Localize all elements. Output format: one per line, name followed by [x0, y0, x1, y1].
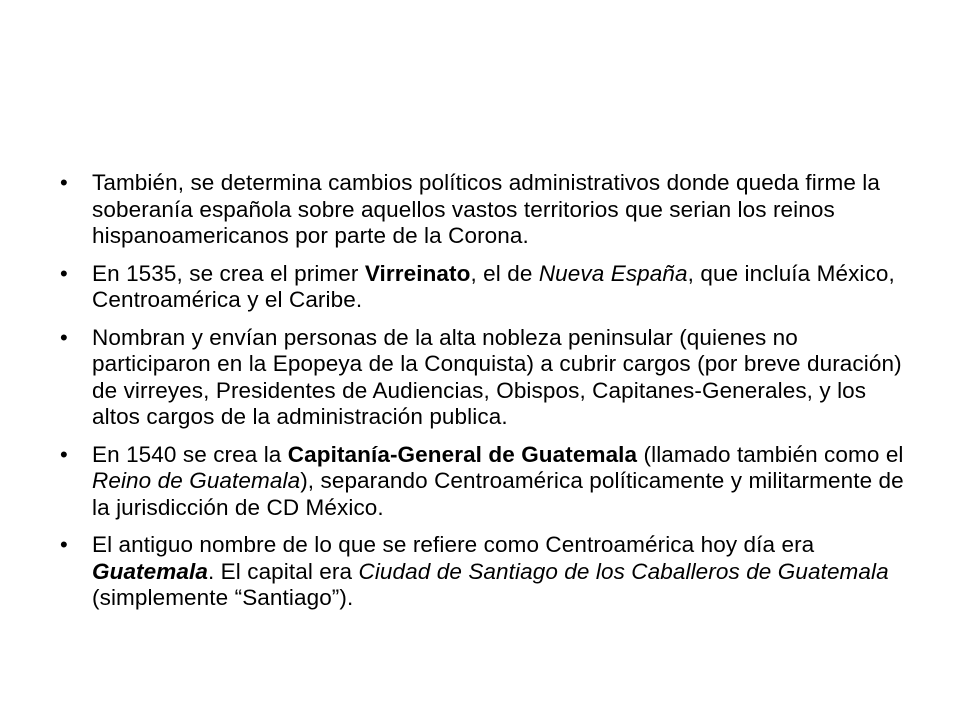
text-run: , el de — [470, 260, 539, 286]
bullet-text — [92, 325, 902, 430]
bullet-list — [60, 170, 920, 623]
bold-term: Virreinato — [364, 260, 471, 286]
bullet-item — [60, 442, 920, 522]
text-run: ), separando Centroamérica políticamente y militarmente de la jurisdicción de CD México. — [92, 468, 904, 520]
bullet-item — [60, 325, 920, 431]
bold-term: Capitanía-General de Guatemala — [287, 441, 638, 467]
text-run: En 1535, se crea el primer — [92, 260, 365, 286]
bullet-item — [60, 532, 920, 612]
text-run: También, se determina cambios políticos administrativos donde queda firme la soberanía española sobre aquellos vastos territorios que serian los reinos hispanoamericanos por parte de la Corona. — [92, 170, 880, 248]
bullet-text — [92, 261, 895, 313]
bullet-icon: • — [60, 170, 68, 195]
bullet-item — [60, 261, 920, 314]
bullet-icon: • — [60, 441, 68, 467]
bold-italic-term: Guatemala — [92, 558, 208, 584]
bullet-text — [92, 532, 889, 610]
bullet-icon: • — [60, 532, 68, 557]
text-run: . El capital era — [207, 558, 359, 584]
bullet-item — [60, 170, 920, 250]
text-run: , que incluía México, Centroamérica y el Caribe. — [92, 260, 895, 312]
text-run: (llamado también como el — [637, 441, 904, 467]
bullet-icon: • — [60, 260, 68, 286]
text-run: El antiguo nombre de lo que se refiere como Centroamérica hoy día era — [92, 532, 815, 557]
italic-term: Nueva España — [538, 260, 688, 286]
italic-term: Reino de Guatemala — [92, 468, 301, 493]
bullet-icon: • — [60, 324, 68, 350]
text-run: (simplemente “Santiago”). — [92, 585, 354, 610]
italic-term: Ciudad de Santiago de los Caballeros de Guatemala — [358, 558, 889, 584]
text-run: Nombran y envían personas de la alta nobleza peninsular (quienes no participaron en la Epopeya de la Conquista) a cubrir cargos (por breve duración) de virreyes, Presidentes de Audiencias, Obispos, Capitanes-Generales, y los altos cargos de la administración publica. — [92, 324, 902, 429]
text-run: En 1540 se crea la — [92, 441, 288, 467]
bullet-text — [92, 442, 904, 520]
bullet-text — [92, 170, 880, 248]
